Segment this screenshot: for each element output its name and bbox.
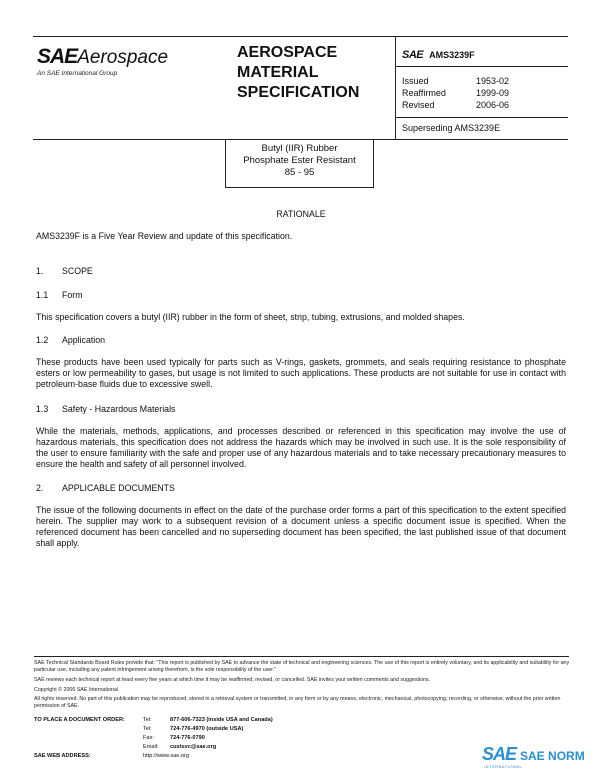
spec-header [33, 36, 568, 140]
logo-aerospace-text: Aerospace [77, 47, 169, 68]
email-value[interactable]: custsvc@sae.org [170, 744, 217, 750]
sae-aerospace-logo [37, 45, 168, 69]
section-1-2-heading: 1.2 Application [36, 335, 106, 345]
logo-area [33, 37, 225, 140]
email-label: Email: [143, 744, 159, 750]
rationale-heading: RATIONALE [276, 209, 326, 219]
web-value[interactable]: http://www.sae.org [143, 753, 190, 759]
doc-number: AMS3239F [429, 50, 475, 60]
section-1-1-text: This specification covers a butyl (IIR) rubber in the form of sheet, strip, tubing, extrusions, and molded shapes. [36, 312, 465, 322]
rights-note: All rights reserved. No part of this publication may be reproduced, stored in a retrieval system or transmitted, in any form or by any means, electronic, mechanical, photocopying, recording, or otherwise, without the prior written permission of SAE. [34, 696, 561, 709]
product-line-2: Phosphate Ester Resistant [243, 155, 356, 166]
brand-norm: SAE NORM [520, 749, 585, 763]
web-label: SAE WEB ADDRESS: [34, 753, 91, 759]
tel-value[interactable]: 877-606-7323 (inside USA and Canada) [170, 717, 273, 723]
document-metadata: SAE AMS3239F Issued 1953-02 Reaffirmed 1999-09 Revised 2006-06 Superseding AMS3239E [395, 37, 568, 140]
product-line-3: 85 - 95 [284, 167, 315, 178]
logo-sae-text: SAE [37, 45, 78, 68]
section-1-heading: 1. SCOPE [36, 266, 93, 276]
fax-label: Fax: [143, 735, 154, 741]
spec-title [233, 37, 403, 140]
product-title-box [225, 140, 374, 188]
document-id [402, 45, 475, 63]
tel2-value[interactable]: 724-776-4970 (outside USA) [170, 726, 244, 732]
doc-sae-mark: SAE [402, 49, 424, 61]
section-1-3-text: While the materials, methods, applications, and processes described or referenced in this specification may involve the use of hazardous materials, this specification does not address the hazards which may be involved in such use. It is the sole responsibility of the user to ensure familiarity with the safe and proper use of any hazardous materials and to take necessary precautionary measures to ensure the health and safety of all personnel involved. [36, 426, 566, 469]
order-label: TO PLACE A DOCUMENT ORDER: [34, 717, 125, 723]
tel2-label: Tel: [143, 726, 152, 732]
title-line-2: MATERIAL [237, 64, 319, 81]
divider [396, 117, 568, 118]
review-note: SAE reviews each technical report at least every five years at which time it may be reaffirmed, revised, or cancelled. SAE invites your written comments and suggestions. [34, 677, 431, 683]
divider [396, 66, 568, 67]
section-1-2-text: These products have been used typically for parts such as V-rings, gaskets, grommets, and seals requiring resistance to phosphate esters or low permeability to gases, but usage is not limited to such applications. These products are not suitable for use in contact with petroleum-base fluids due to excessive swell. [36, 357, 566, 389]
copyright: Copyright © 2006 SAE International [34, 687, 118, 693]
section-1-3-heading: 1.3 Safety - Hazardous Materials [36, 404, 176, 414]
section-2-text: The issue of the following documents in effect on the date of the purchase order forms a part of this specification to the extent specified herein. The supplier may work to a subsequent revision of a document unless a specific document issue is specified. When the referenced document has been cancelled and no superseding document has been specified, the last published issue of that document shall apply. [36, 505, 566, 548]
logo-tagline: An SAE International Group [37, 70, 118, 77]
product-line-1: Butyl (IIR) Rubber [261, 143, 338, 154]
superseding-note: Superseding AMS3239E [402, 123, 501, 133]
brand-subtitle: INTERNATIONAL [484, 764, 523, 769]
fax-value: 724-776-0790 [170, 735, 205, 741]
section-2-heading: 2. APPLICABLE DOCUMENTS [36, 483, 175, 493]
standards-board-note: SAE Technical Standards Board Rules provide that: "This report is published by SAE to advance the state of technical and engineering sciences. The use of this report is entirely voluntary, and its applicability and suitability for any particular use, including any patent infringement arising therefrom, is the sole responsibility of the user." [34, 660, 570, 673]
section-1-1-heading: 1.1 Form [36, 290, 83, 300]
sae-norm-logo [482, 744, 585, 765]
tel-label: Tel: [143, 717, 152, 723]
title-line-1: AEROSPACE [237, 44, 338, 61]
brand-sae: SAE [482, 744, 517, 764]
title-line-3: SPECIFICATION [237, 84, 360, 101]
rationale-text: AMS3239F is a Five Year Review and update of this specification. [36, 231, 293, 241]
footer-divider [34, 656, 569, 657]
